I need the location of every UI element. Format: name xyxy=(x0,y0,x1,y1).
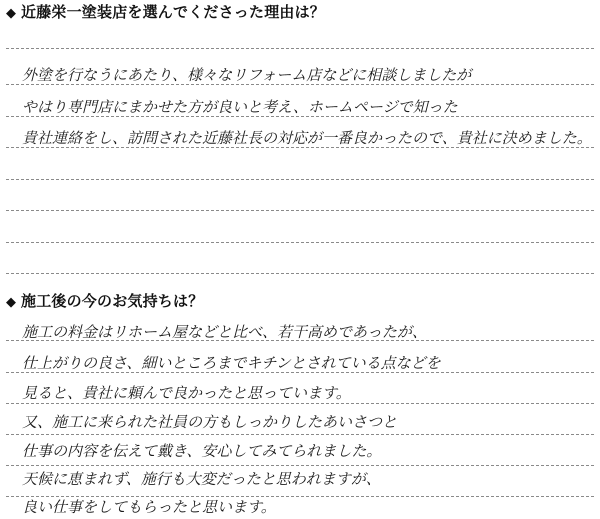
answer2-line-6: 天候に恵まれず、施行も大変だったと思われますが、 xyxy=(22,470,381,488)
answer2-line-2: 仕上がりの良さ、細いところまでキチンとされている点などを xyxy=(22,354,441,372)
section1-title: 近藤栄一塗装店を選んでくださった理由は？ xyxy=(21,3,326,21)
ruled-line xyxy=(6,273,594,274)
answer2-line-3: 見ると、貴社に頼んで良かったと思っています。 xyxy=(22,384,351,402)
answer2-line-5: 仕事の内容を伝えて戴き、安心してみてられました。 xyxy=(22,442,382,460)
ruled-line xyxy=(6,179,594,180)
answer2-line-7: 良い仕事をしてもらったと思います。 xyxy=(22,498,276,516)
answer1-line-3: 貴社連絡をし、訪問された近藤社長の対応が一番良かったので、貴社に決めました。 xyxy=(22,129,592,147)
answer1-line-1: 外塗を行なうにあたり、様々なリフォーム店などに相談しましたが xyxy=(22,66,472,84)
ruled-line xyxy=(6,465,594,466)
diamond-bullet-icon: ◆ xyxy=(6,6,17,21)
diamond-bullet-icon: ◆ xyxy=(6,295,17,310)
ruled-line xyxy=(6,242,594,243)
section2-title: 施工後の今のお気持ちは？ xyxy=(21,292,204,310)
ruled-line xyxy=(6,48,594,49)
answer2-line-4: 又、施工に来られた社員の方もしっかりしたあいさつと xyxy=(22,413,398,431)
ruled-line xyxy=(6,403,594,404)
answer2-line-1: 施工の料金はリホーム屋などと比べ、若干高めであったが、 xyxy=(22,323,427,341)
answer1-line-2: やはり専門店にまかせた方が良いと考え、ホームページで知った xyxy=(22,98,458,116)
section1-heading xyxy=(6,1,325,22)
section2-heading xyxy=(6,290,203,311)
ruled-line xyxy=(6,210,594,211)
ruled-line xyxy=(6,434,594,435)
